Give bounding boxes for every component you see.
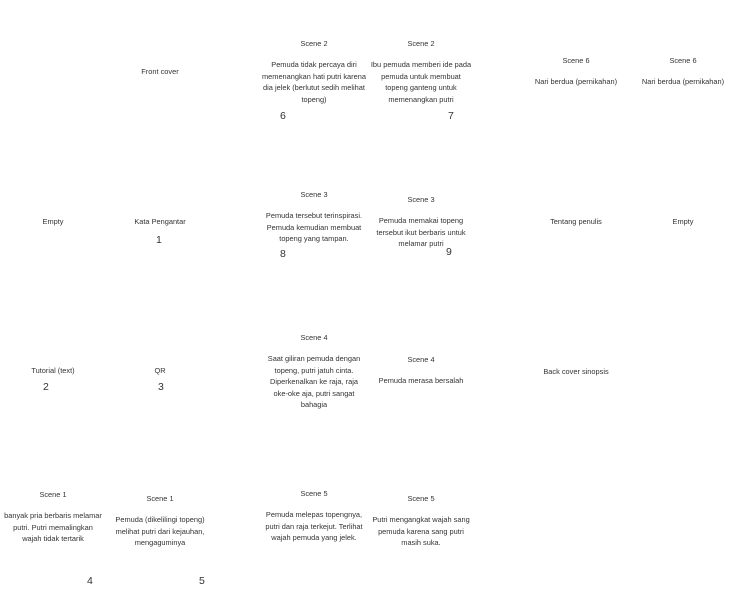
- page-description: Saat giliran pemuda dengan topeng, putri jatuh cinta. Diperkenalkan ke raja, raja oke-oke aja, putri sangat bahagia: [267, 354, 361, 410]
- page-title: Scene 3: [407, 195, 435, 204]
- page-title: Scene 6: [669, 56, 697, 65]
- page-title: Scene 5: [300, 489, 328, 498]
- page-description: Pemuda merasa bersalah: [378, 376, 464, 386]
- page-title: Scene 1: [146, 494, 174, 503]
- page-number: 1: [156, 234, 162, 246]
- page-description: banyak pria berbaris melamar putri. Putri memalingkan wajah tidak tertarik: [4, 511, 102, 544]
- page-scene1-b: [108, 493, 212, 549]
- page-empty-left: [3, 216, 103, 227]
- page-description: Pemuda tersebut terinspirasi. Pemuda kemudian membuat topeng yang tampan.: [265, 211, 363, 244]
- page-description: Nari berdua (pernikahan): [534, 77, 618, 87]
- page-title: Scene 3: [300, 190, 328, 199]
- page-empty-right: [633, 216, 733, 227]
- page-description: Pemuda melepas topengnya, putri dan raja terkejut. Terlihat wajah pemuda yang jelek.: [265, 510, 363, 543]
- page-scene2-a: [262, 38, 366, 105]
- page-number: 2: [43, 381, 49, 393]
- page-description: Pemuda memakai topeng tersebut ikut berbaris untuk melamar putri: [376, 216, 466, 249]
- page-number: 4: [87, 575, 93, 587]
- page-title: QR: [154, 366, 166, 375]
- page-description: Ibu pemuda memberi ide pada pemuda untuk membuat topeng ganteng untuk memenangkan putri: [370, 60, 472, 104]
- page-title: Scene 2: [407, 39, 435, 48]
- page-title: Empty: [42, 217, 64, 226]
- page-tutorial: [3, 365, 103, 376]
- page-scene5-a: [262, 488, 366, 544]
- page-title: Tentang penulis: [550, 217, 602, 226]
- page-scene4-a: [262, 332, 366, 410]
- page-back-cover: [526, 366, 626, 377]
- page-title: Scene 1: [39, 490, 67, 499]
- page-scene3-b: [370, 194, 472, 250]
- page-kata-pengantar: [110, 216, 210, 227]
- page-title: Scene 2: [300, 39, 328, 48]
- page-title: Scene 6: [562, 56, 590, 65]
- page-title: Kata Pengantar: [134, 217, 186, 226]
- page-scene2-b: [370, 38, 472, 105]
- page-scene6-a: [526, 55, 626, 88]
- page-description: Nari berdua (pernikahan): [641, 77, 725, 87]
- page-number: 5: [199, 575, 205, 587]
- page-scene1-a: [3, 489, 103, 545]
- page-description: Pemuda (dikelilingi topeng) melihat putri dari kejauhan, mengaguminya: [115, 515, 205, 548]
- page-qr: [110, 365, 210, 376]
- page-description: Putri mengangkat wajah sang pemuda karena sang putri masih suka.: [372, 515, 470, 548]
- page-title: Front cover: [141, 67, 179, 76]
- page-scene5-b: [370, 493, 472, 549]
- page-title: Scene 4: [407, 355, 435, 364]
- page-description: Pemuda tidak percaya diri memenangkan hati putri karena dia jelek (berlutut sedih melihat topeng): [262, 60, 366, 104]
- page-title: Back cover sinopsis: [543, 367, 609, 376]
- page-title: Scene 5: [407, 494, 435, 503]
- page-scene6-b: [633, 55, 733, 88]
- page-title: Tutorial (text): [31, 366, 75, 375]
- page-number: 9: [446, 246, 452, 258]
- page-title: Empty: [672, 217, 694, 226]
- page-tentang-penulis: [526, 216, 626, 227]
- page-number: 7: [448, 110, 454, 122]
- page-scene3-a: [262, 189, 366, 245]
- page-front-cover: [110, 66, 210, 77]
- page-number: 3: [158, 381, 164, 393]
- page-title: Scene 4: [300, 333, 328, 342]
- page-number: 6: [280, 110, 286, 122]
- page-number: 8: [280, 248, 286, 260]
- page-scene4-b: [370, 354, 472, 387]
